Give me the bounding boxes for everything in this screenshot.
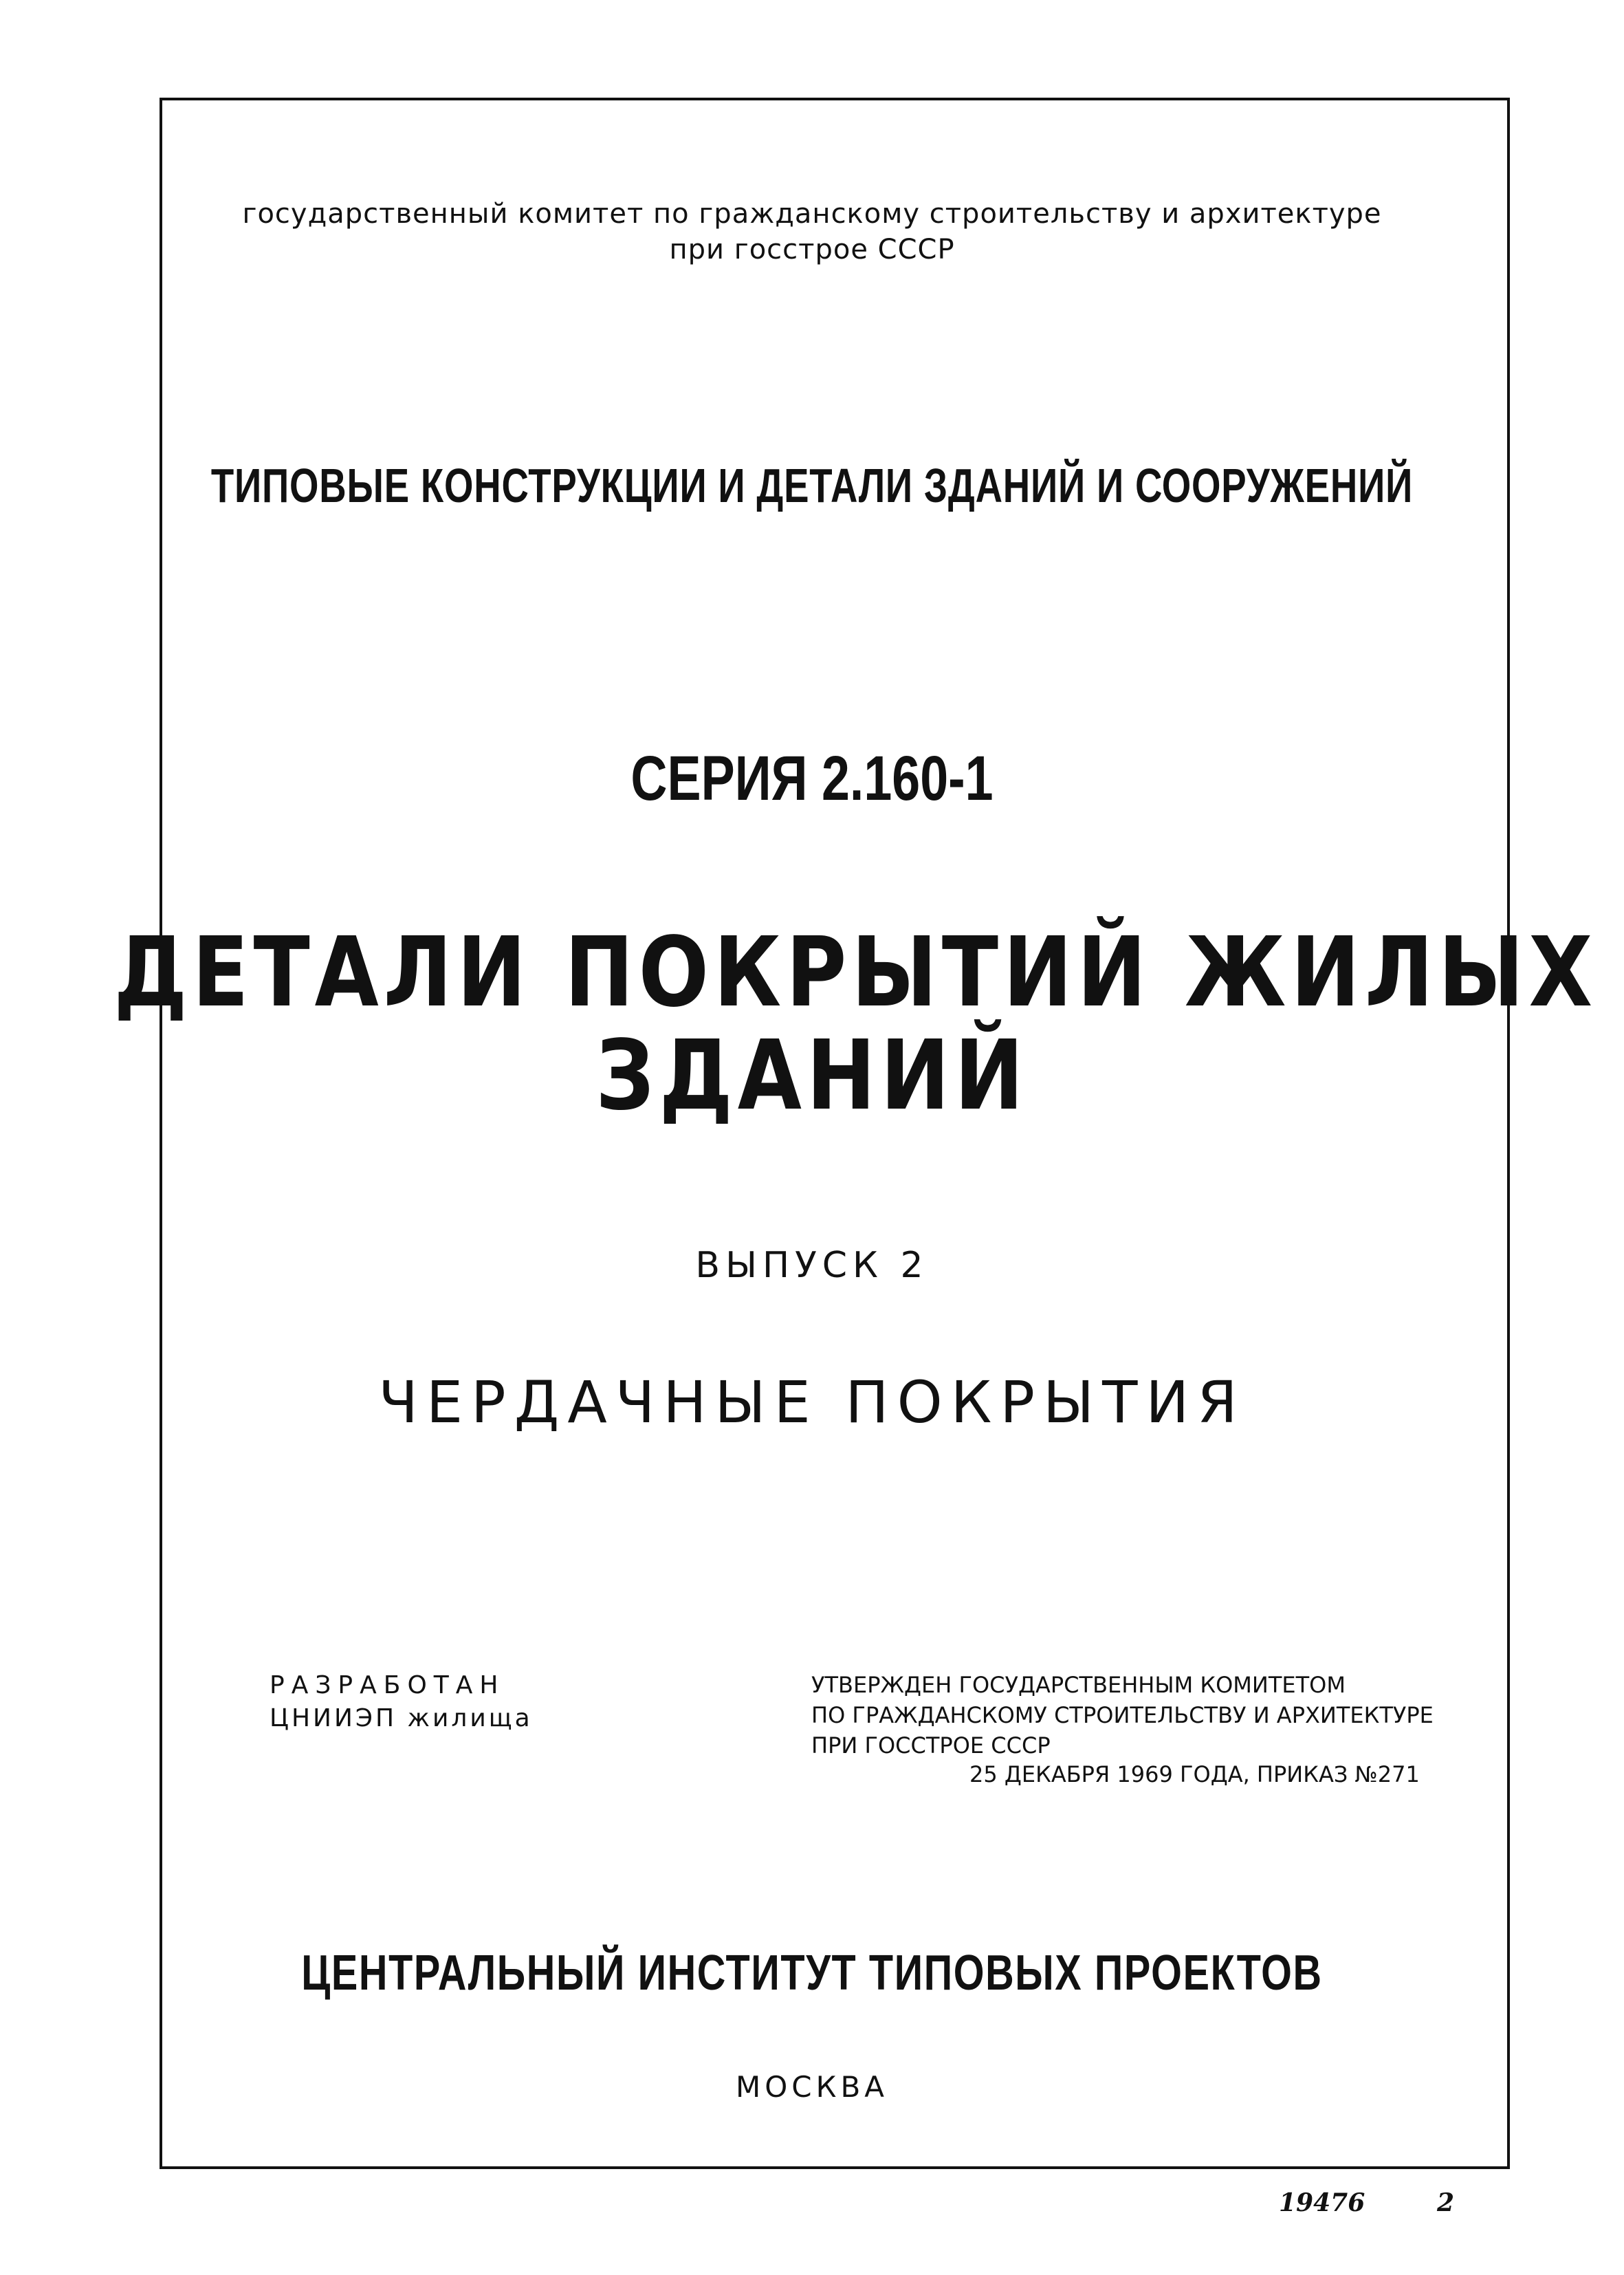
issue-subtitle: ЧЕРДАЧНЫЕ ПОКРЫТИЯ <box>378 1369 1246 1436</box>
publisher-city: МОСКВА <box>736 2070 888 2104</box>
approval-line-4: 25 ДЕКАБРЯ 1969 ГОДА, ПРИКАЗ №271 <box>969 1761 1420 1787</box>
developer-label: РАЗРАБОТАН <box>270 1671 505 1699</box>
series-heading: ТИПОВЫЕ КОНСТРУКЦИИ И ДЕТАЛИ ЗДАНИЙ И СООРУЖЕНИЙ <box>210 459 1414 512</box>
main-title-line-2: ЗДАНИЙ <box>595 1020 1029 1132</box>
issue-number: ВЫПУСК 2 <box>695 1245 929 1286</box>
committee-line-2: при госстрое СССР <box>669 234 955 265</box>
main-title-line-1: ДЕТАЛИ ПОКРЫТИЙ ЖИЛЫХ <box>113 917 1598 1029</box>
committee-line-1: государственный комитет по гражданскому строительству и архитектуре <box>242 198 1382 230</box>
series-number: СЕРИЯ 2.160-1 <box>630 743 994 814</box>
approval-line-2: ПО ГРАЖДАНСКОМУ СТРОИТЕЛЬСТВУ И АРХИТЕКТУРЕ <box>811 1702 1434 1728</box>
inventory-number: 19476 <box>1279 2188 1365 2217</box>
publisher-name: ЦЕНТРАЛЬНЫЙ ИНСТИТУТ ТИПОВЫХ ПРОЕКТОВ <box>301 1946 1323 2001</box>
page-border-frame <box>160 98 1510 2169</box>
approval-line-3: ПРИ ГОССТРОЕ СССР <box>811 1732 1051 1759</box>
page-number: 2 <box>1437 2188 1455 2217</box>
approval-line-1: УТВЕРЖДЕН ГОСУДАРСТВЕННЫМ КОМИТЕТОМ <box>811 1672 1346 1698</box>
developer-organization: ЦНИИЭП жилища <box>270 1704 533 1732</box>
